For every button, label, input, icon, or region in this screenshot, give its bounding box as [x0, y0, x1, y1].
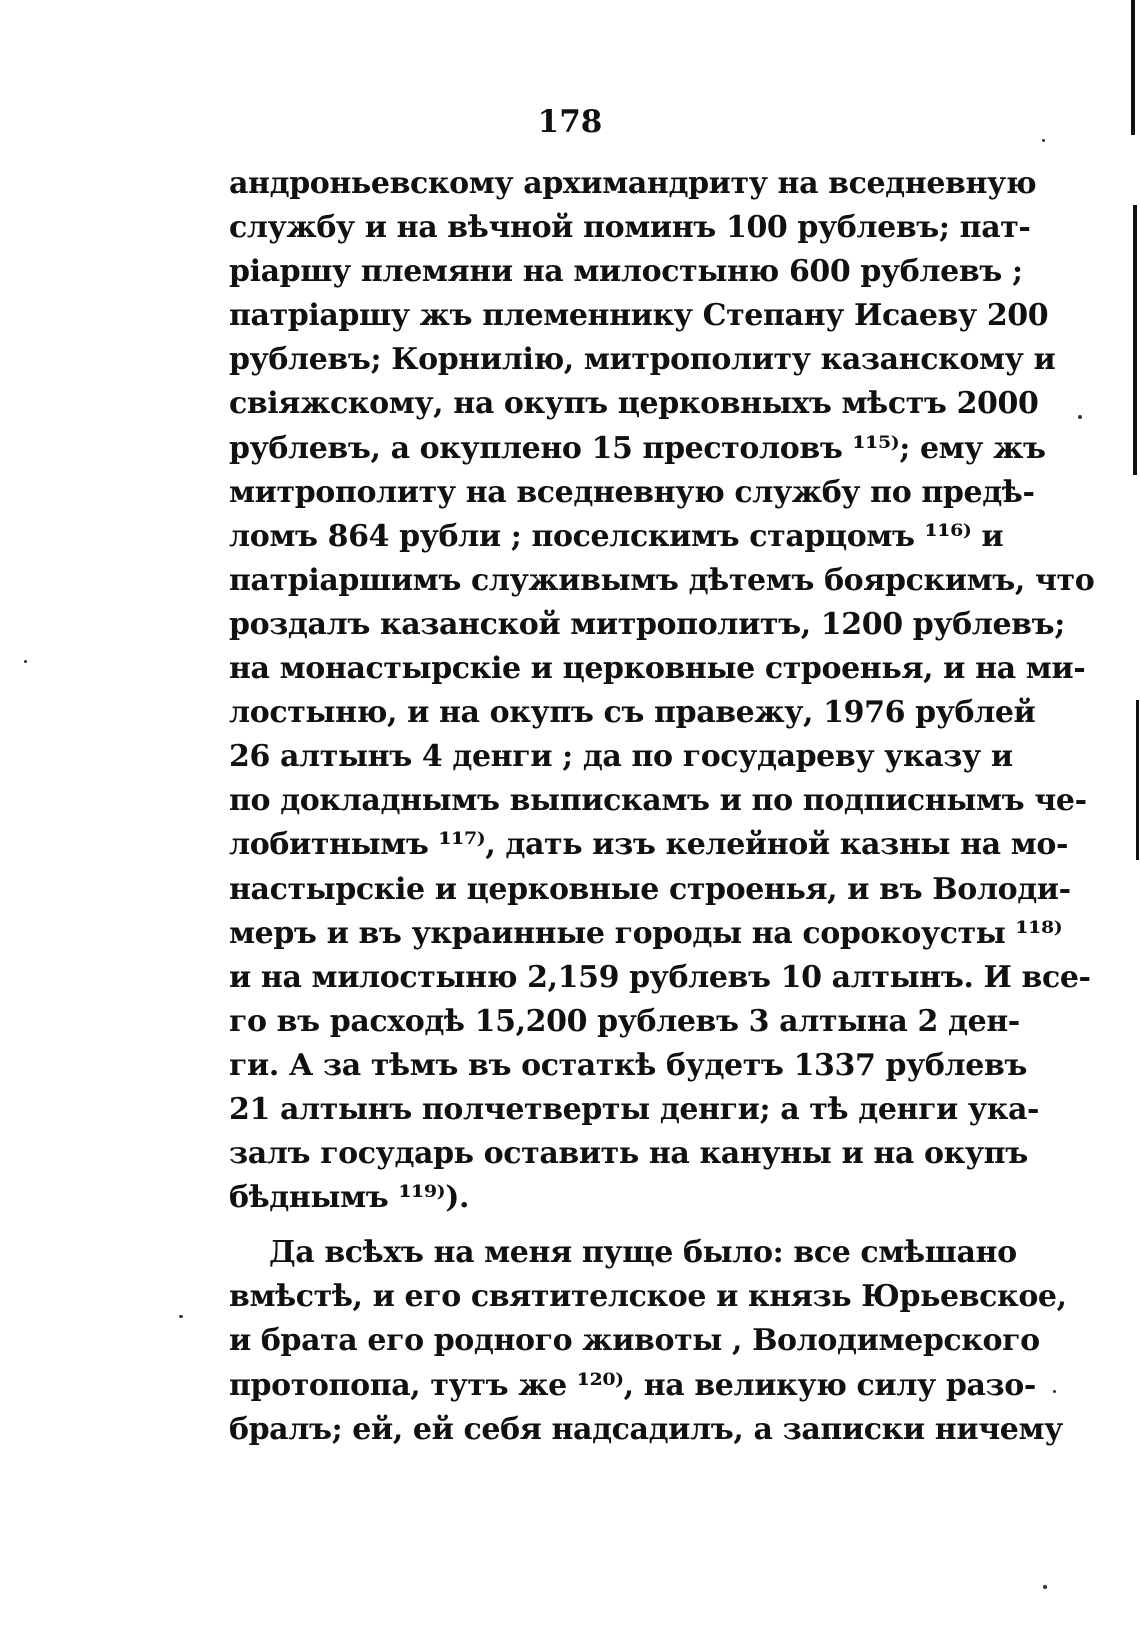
paragraph-gap — [229, 1220, 976, 1231]
page-number: 178 — [537, 104, 603, 140]
text-line: 21 алтынъ полчетверты денги; а тѣ денги ука- — [229, 1091, 1040, 1127]
text-line: меръ и въ украинные городы на сорокоусты ¹¹⁸⁾ — [229, 915, 1063, 951]
scan-speck — [1042, 139, 1045, 142]
text-line: митрополиту на вседневную службу по предѣ- — [229, 474, 1035, 510]
text-line: ріаршу племяни на милостыню 600 рублевъ ; — [229, 254, 1023, 290]
text-line: на монастырскіе и церковные строенья, и на ми- — [229, 651, 1086, 687]
scan-edge-line — [1133, 205, 1137, 475]
text-line: протопопа, тутъ же ¹²⁰⁾, на великую силу разо- — [229, 1367, 1036, 1403]
scan-speck — [1078, 415, 1082, 419]
text-line: патріаршу жъ племеннику Степану Исаеву 200 — [229, 298, 1049, 334]
text-line: 26 алтынъ 4 денги ; да по государеву указу и — [229, 739, 1013, 775]
scan-speck — [1043, 1585, 1047, 1589]
text-line: ломъ 864 рубли ; поселскимъ старцомъ ¹¹⁶⁾ и — [229, 518, 1004, 554]
paragraph — [229, 1231, 1067, 1451]
text-line: настырскіе и церковные строенья, и въ Володи- — [229, 871, 1071, 907]
text-line: роздалъ казанской митрополитъ, 1200 рублевъ; — [229, 606, 1065, 642]
text-line: вмѣстѣ, и его святителское и князь Юрьевское, — [229, 1279, 1067, 1315]
paragraph — [229, 162, 1095, 1220]
text-line: Да всѣхъ на меня пуще было: все смѣшано — [269, 1235, 1017, 1271]
text-line: ги. А за тѣмъ въ остаткѣ будетъ 1337 рублевъ — [229, 1047, 1027, 1083]
text-line: рублевъ, а окуплено 15 престоловъ ¹¹⁵⁾; ему жъ — [229, 430, 1046, 466]
text-line: лостыню, и на окупъ съ правежу, 1976 рублей — [229, 695, 1036, 731]
body-text — [229, 162, 1095, 1452]
text-line: лобитнымъ ¹¹⁷⁾, дать изъ келейной казны на мо- — [229, 827, 1069, 863]
text-line: бралъ; ей, ей себя надсадилъ, а записки ничему — [229, 1411, 1063, 1447]
text-line: рублевъ; Корнилію, митрополиту казанскому и — [229, 342, 1056, 378]
text-line: по докладнымъ выпискамъ и по подписнымъ че- — [229, 783, 1087, 819]
scan-edge-line — [1136, 700, 1139, 860]
text-line: и брата его родного животы , Володимерского — [229, 1323, 1040, 1359]
scan-edge-line — [1131, 0, 1135, 135]
text-line: патріаршимъ служивымъ дѣтемъ боярскимъ, что — [229, 562, 1095, 598]
text-line: и на милостыню 2,159 рублевъ 10 алтынъ. И все- — [229, 959, 1091, 995]
text-line: бѣднымъ ¹¹⁹⁾). — [229, 1180, 470, 1216]
scan-speck — [24, 660, 27, 663]
scan-speck — [1053, 1390, 1056, 1393]
scan-speck — [179, 1315, 183, 1318]
text-line: го въ расходѣ 15,200 рублевъ 3 алтына 2 ден- — [229, 1003, 1020, 1039]
text-line: свіяжскому, на окупъ церковныхъ мѣстъ 2000 — [229, 386, 1039, 422]
text-line: залъ государь оставить на кануны и на окупъ — [229, 1136, 1028, 1172]
text-line: андроньевскому архимандриту на вседневную — [229, 166, 1037, 201]
text-line: службу и на вѣчной поминъ 100 рублевъ; пат- — [229, 210, 1031, 246]
